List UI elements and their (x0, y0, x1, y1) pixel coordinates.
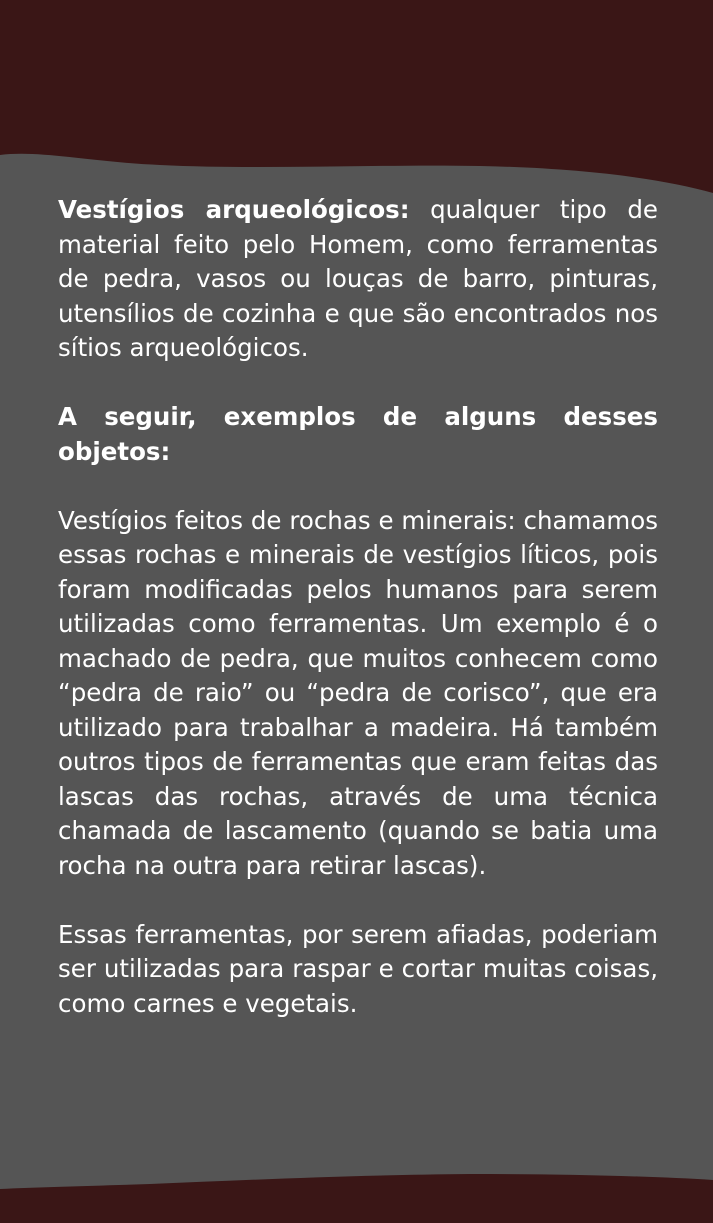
examples-heading (58, 400, 658, 469)
term-label: Vestígios arqueológicos (58, 195, 400, 224)
term-colon: : (399, 195, 410, 224)
examples-heading-colon: : (160, 436, 171, 466)
term-definition: qualquer tipo de material feito pelo Homem, como ferramentas de pedra, vasos ou louças de barro, pinturas, utensílios de cozinha e que são encontrados nos sítios arqueológicos. (58, 195, 658, 362)
lithic-paragraph: Vestígios feitos de rochas e minerais: chamamos essas rochas e minerais de vestígios líticos, pois foram modificadas pelos humanos para serem utilizadas como ferramentas. Um exemplo é o machado de pedra, que muitos conhecem como “pedra de raio” ou “pedra de corisco”, que era utilizado para trabalhar a madeira. Há também outros tipos de ferramentas que eram feitas das lascas das rochas, através de uma técnica chamada de lascamento (quando se batia uma rocha na outra para retirar lascas). (58, 505, 658, 880)
main-text (58, 193, 658, 1021)
definition-paragraph (58, 193, 658, 366)
tools-paragraph: Essas ferramentas, por serem afiadas, poderiam ser utilizadas para raspar e cortar muitas coisas, como carnes e vegetais. (58, 919, 658, 1018)
examples-heading-text: A seguir, exemplos de alguns desses objetos (58, 402, 658, 466)
